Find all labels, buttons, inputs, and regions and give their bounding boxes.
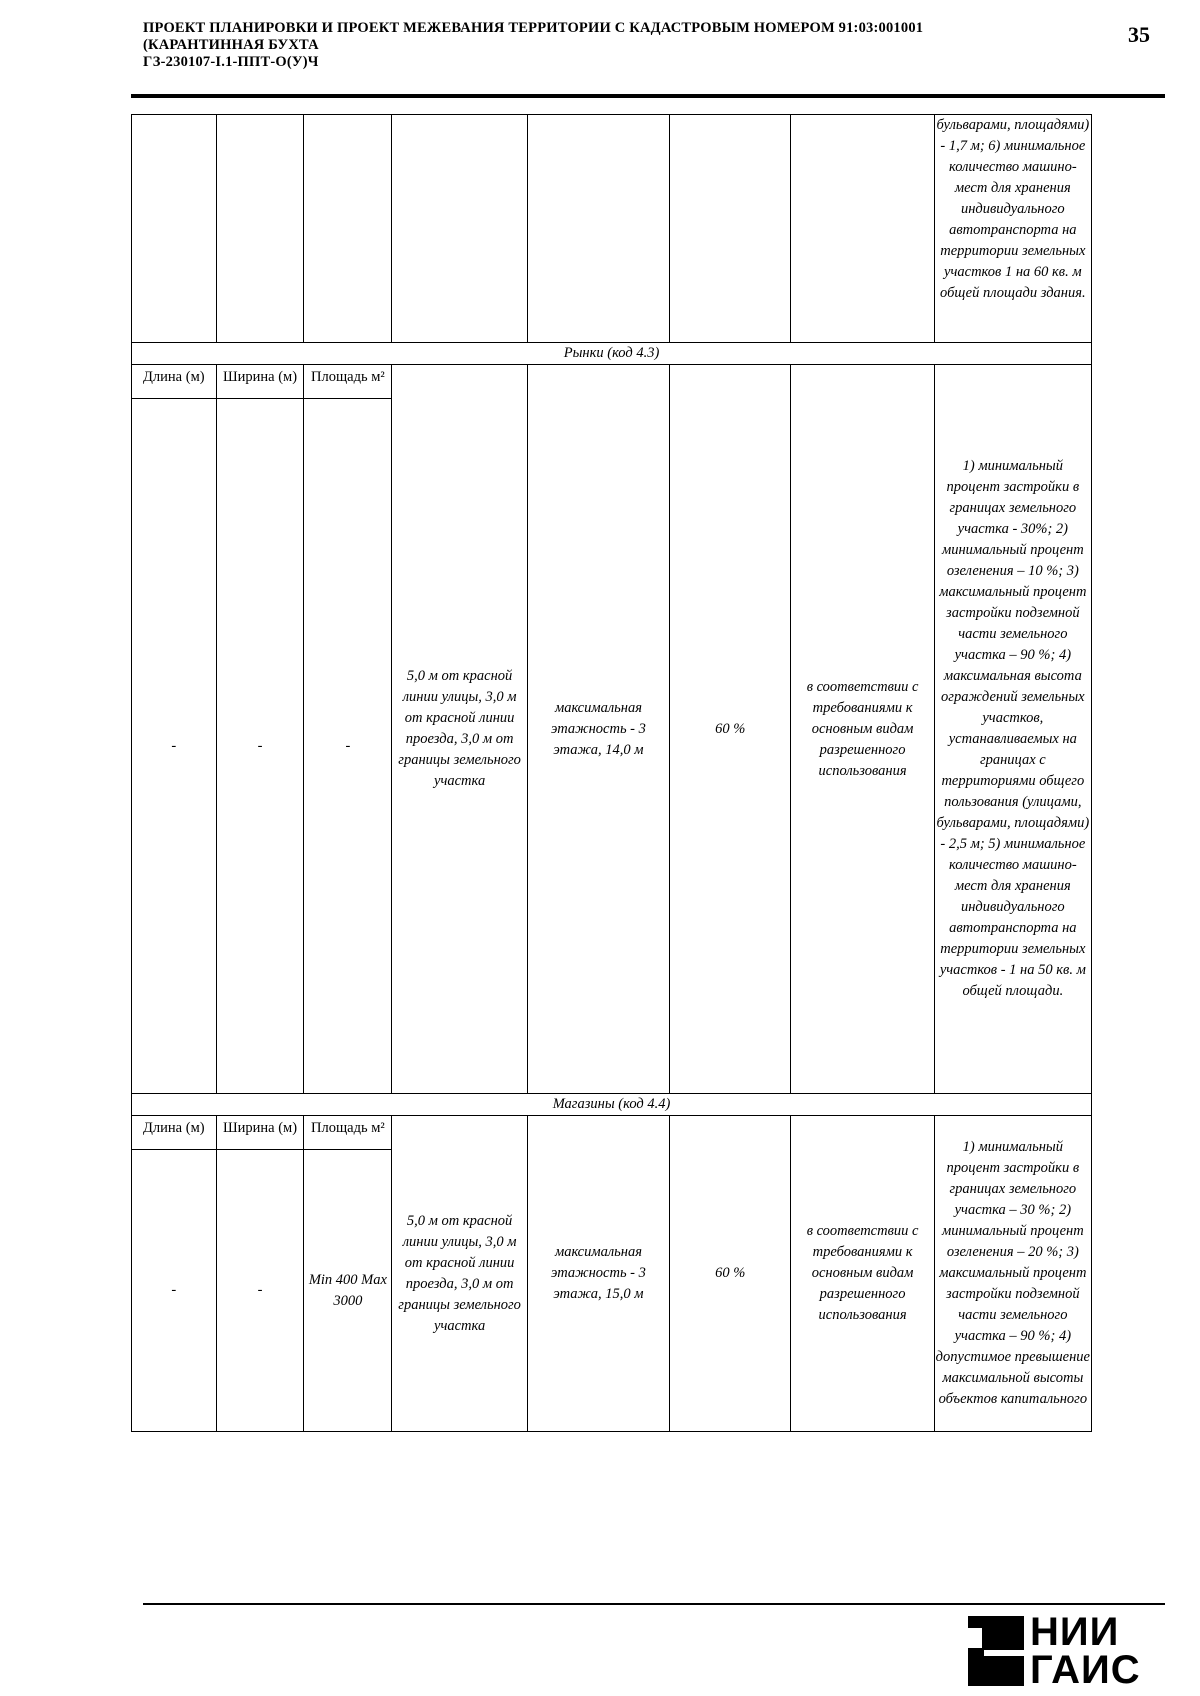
label-width: Ширина (м) [216,365,304,399]
cell-setback: 5,0 м от красной линии улицы, 3,0 м от красной линии проезда, 3,0 м от границы земельного участка [392,1116,528,1432]
header-title-line1: ПРОЕКТ ПЛАНИРОВКИ И ПРОЕКТ МЕЖЕВАНИЯ ТЕРРИТОРИИ С КАДАСТРОВЫМ НОМЕРОМ 91:03:001001 [143,20,924,36]
footer-rule [143,1603,1165,1605]
label-width: Ширина (м) [216,1116,304,1150]
header-code: ГЗ-230107-I.1-ППТ-О(У)Ч [143,54,319,70]
cell-continuation-text: бульварами, площадями) - 1,7 м; 6) минимальное количество машино-мест для хранения индивидуального автотранспорта на территории земельных участков 1 на 60 кв. м общей площади здания. [934,115,1091,343]
table-row-continuation [132,115,1092,343]
section-title: Магазины (код 4.4) [132,1094,1092,1116]
cell-height: максимальная этажность - 3 этажа, 14,0 м [527,365,669,1094]
cell-empty [791,115,934,343]
cell-width: - [216,1150,304,1432]
cell-empty [670,115,791,343]
cell-coverage: 60 % [670,1116,791,1432]
regulations-table [131,114,1092,1432]
section-title: Рынки (код 4.3) [132,343,1092,365]
label-length: Длина (м) [132,365,217,399]
cell-width: - [216,399,304,1094]
cell-area: Min 400 Max 3000 [304,1150,392,1432]
section-header-row [132,343,1092,365]
cell-parking: в соответствии с требованиями к основным видам разрешенного использования [791,365,934,1094]
label-area: Площадь м² [304,1116,392,1150]
cell-height: максимальная этажность - 3 этажа, 15,0 м [527,1116,669,1432]
cell-length: - [132,1150,217,1432]
cell-area: - [304,399,392,1094]
logo-text-line1: НИИ [1030,1610,1120,1654]
cell-setback: 5,0 м от красной линии улицы, 3,0 м от красной линии проезда, 3,0 м от границы земельного участка [392,365,528,1094]
section-header-row [132,1094,1092,1116]
cell-empty [216,115,304,343]
header-rule [131,94,1165,98]
cell-empty [527,115,669,343]
cell-length: - [132,399,217,1094]
cell-other-params: 1) минимальный процент застройки в границах земельного участка - 30%; 2) минимальный процент озеленения – 10 %; 3) максимальный процент застройки подземной части земельного участка – 90 %; 4) максимальная высота ограждений земельных участков, устанавливаемых на границах с территориями общего пользования (улицами, бульварами, площадями) - 2,5 м; 5) минимальное количество машино-мест для хранения индивидуального автотранспорта на территории земельных участков - 1 на 50 кв. м общей площади. [934,365,1091,1094]
cell-coverage: 60 % [670,365,791,1094]
label-area: Площадь м² [304,365,392,399]
table-row-dim-labels [132,1116,1092,1150]
cell-empty [392,115,528,343]
header-title-line2: (КАРАНТИННАЯ БУХТА [143,37,319,53]
cell-parking: в соответствии с требованиями к основным видам разрешенного использования [791,1116,934,1432]
document-header [143,20,1083,71]
cell-other-params: 1) минимальный процент застройки в границах земельного участка – 30 %; 2) минимальный процент озеленения – 20 %; 3) максимальный процент застройки подземной части земельного участка – 90 %; 4) допустимое превышение максимальной высоты объектов капитального [934,1116,1091,1432]
cell-empty [132,115,217,343]
table-row-dim-labels [132,365,1092,399]
logo-text-line2: ГАИС [1030,1648,1141,1692]
label-length: Длина (м) [132,1116,217,1150]
logo-symbol-icon [968,1616,1024,1686]
page-number: 35 [1128,22,1150,47]
niigais-logo [968,1612,1168,1690]
cell-empty [304,115,392,343]
